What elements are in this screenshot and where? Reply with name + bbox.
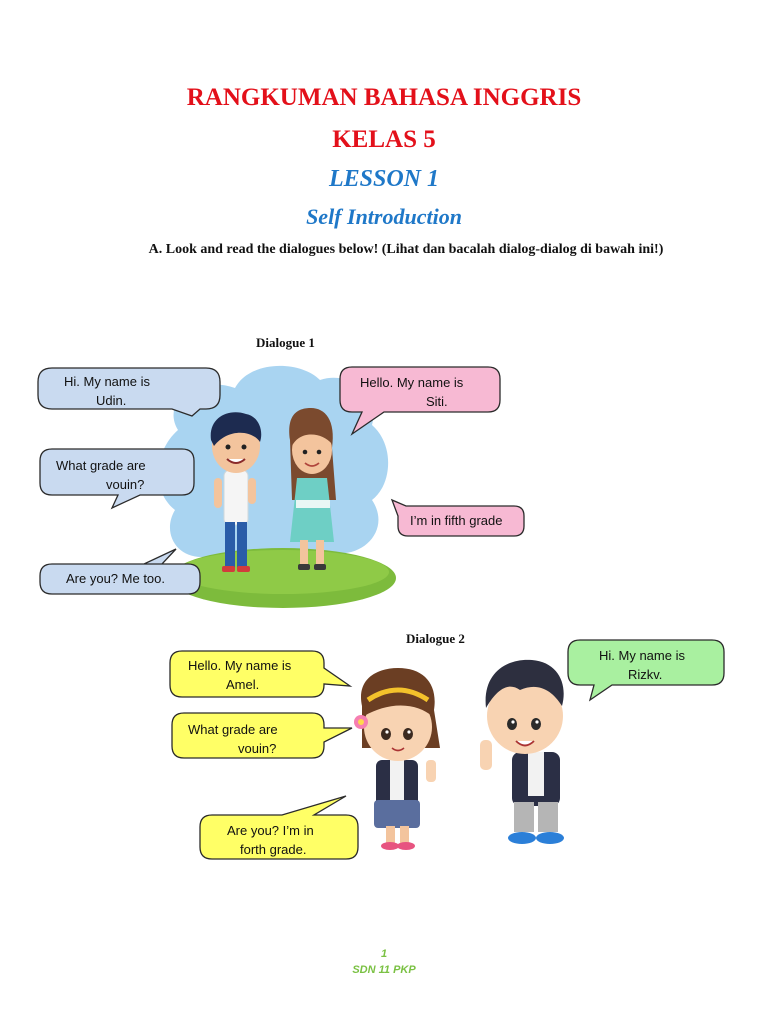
bubble-amel-reply-text [227,821,314,859]
bubble-line: Hi. My name is [599,648,685,663]
bubble-line: Hi. My name is [64,374,150,389]
bubble-line: I’m in fifth grade [410,513,503,528]
dialogue1-label: Dialogue 1 [256,335,315,350]
bubble-siti-answer-text [410,511,503,530]
bubble-line: Udin. [96,393,127,408]
bubble-line: Are you? Me too. [66,571,165,586]
bubble-udin-question-text [56,456,146,494]
bubble-line: forth grade. [240,842,307,857]
bubble-siti-intro-text [360,373,463,411]
boy-figure-rizky [480,660,564,844]
girl-figure-amel [354,668,440,850]
lesson-title: LESSON 1 [328,166,440,192]
bubble-line: Amel. [226,677,260,692]
bubble-line: Rizkv. [628,667,663,682]
bubble-line: Hello. My name is [188,658,292,673]
page-number: 1 [380,948,388,960]
bubble-line: What grade are [56,458,146,473]
school-name: SDN 11 PKP [352,964,416,976]
bubble-line: Are you? I’m in [227,823,314,838]
bubble-amel-intro-text [188,656,291,694]
bubble-line: Hello. My name is [360,375,464,390]
bubble-amel-question-text [188,720,278,758]
bubble-line: What grade are [188,722,278,737]
bubble-udin-reply-text [66,569,165,588]
bubble-line: Siti. [426,394,448,409]
bubble-line: vouin? [238,741,277,756]
instruction-text: A. Look and read the dialogues below! (Lihat dan bacalah dialog-dialog di bawah ini!) [148,242,664,257]
class-title: KELAS 5 [332,126,436,153]
page-title: RANGKUMAN BAHASA INGGRIS [186,84,582,111]
bubble-rizky-intro-text [599,646,685,684]
topic-title: Self Introduction [306,204,462,229]
bubble-line: vouin? [106,477,145,492]
dialogue2-label: Dialogue 2 [406,631,465,646]
bubble-udin-intro-text [64,372,150,410]
